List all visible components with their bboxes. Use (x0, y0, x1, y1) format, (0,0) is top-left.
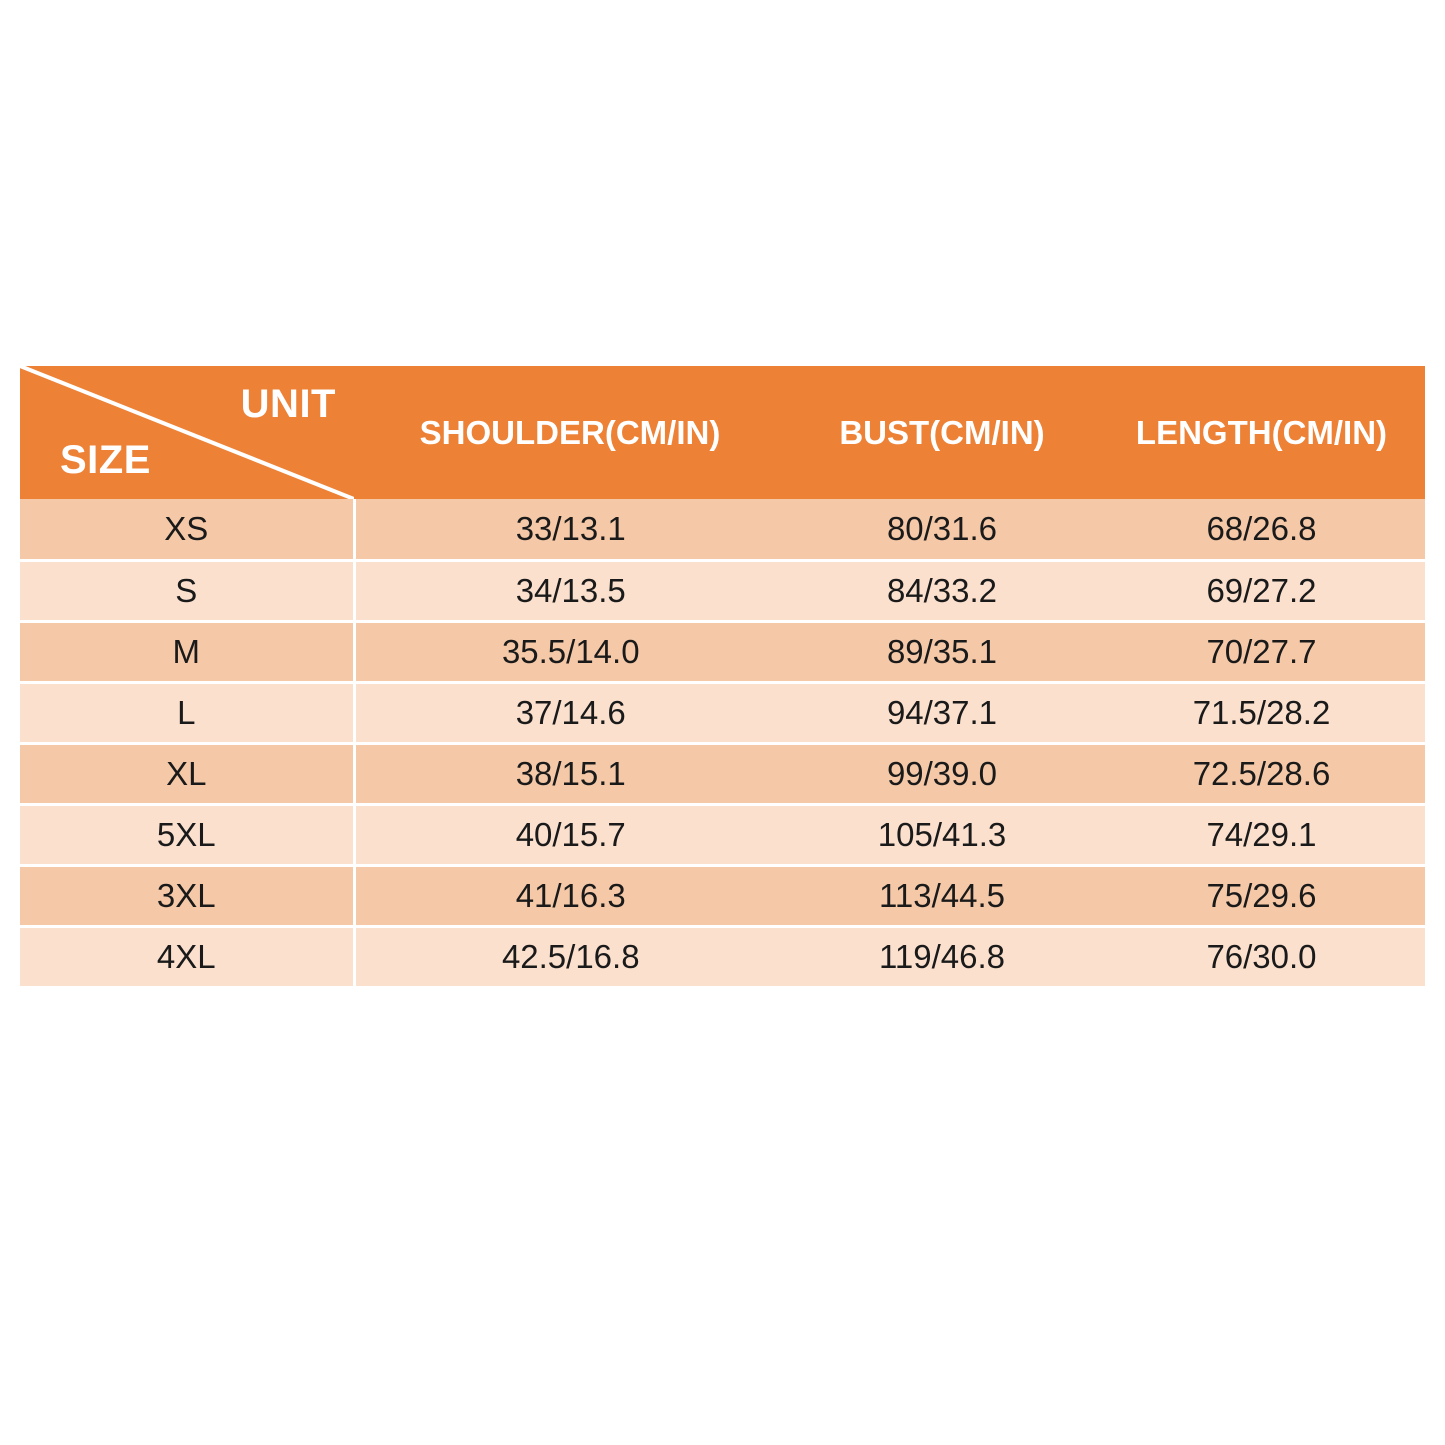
cell-shoulder: 42.5/16.8 (354, 926, 786, 987)
cell-length: 76/30.0 (1098, 926, 1425, 987)
table-body (20, 499, 1425, 987)
cell-length: 75/29.6 (1098, 865, 1425, 926)
header-length: LENGTH(CM/IN) (1098, 366, 1425, 499)
size-chart-table (20, 366, 1425, 989)
table-header (20, 366, 1425, 499)
cell-length: 74/29.1 (1098, 804, 1425, 865)
table-row (20, 682, 1425, 743)
table-row (20, 621, 1425, 682)
cell-size: 5XL (20, 804, 354, 865)
table-row (20, 865, 1425, 926)
cell-size: M (20, 621, 354, 682)
cell-shoulder: 37/14.6 (354, 682, 786, 743)
cell-length: 68/26.8 (1098, 499, 1425, 560)
cell-size: 3XL (20, 865, 354, 926)
cell-bust: 105/41.3 (786, 804, 1098, 865)
cell-shoulder: 41/16.3 (354, 865, 786, 926)
cell-size: L (20, 682, 354, 743)
cell-size: XS (20, 499, 354, 560)
cell-size: 4XL (20, 926, 354, 987)
header-corner-cell (20, 366, 354, 499)
cell-length: 69/27.2 (1098, 560, 1425, 621)
cell-length: 72.5/28.6 (1098, 743, 1425, 804)
cell-bust: 94/37.1 (786, 682, 1098, 743)
table-row (20, 804, 1425, 865)
cell-shoulder: 35.5/14.0 (354, 621, 786, 682)
cell-size: XL (20, 743, 354, 804)
header-size-label: SIZE (60, 438, 151, 482)
header-shoulder: SHOULDER(CM/IN) (354, 366, 786, 499)
table-row (20, 499, 1425, 560)
header-unit-label: UNIT (240, 382, 336, 426)
cell-length: 71.5/28.2 (1098, 682, 1425, 743)
cell-bust: 84/33.2 (786, 560, 1098, 621)
header-bust: BUST(CM/IN) (786, 366, 1098, 499)
cell-length: 70/27.7 (1098, 621, 1425, 682)
cell-size: S (20, 560, 354, 621)
table-header-row (20, 366, 1425, 499)
cell-shoulder: 40/15.7 (354, 804, 786, 865)
cell-shoulder: 38/15.1 (354, 743, 786, 804)
cell-bust: 119/46.8 (786, 926, 1098, 987)
table-row (20, 926, 1425, 987)
cell-bust: 113/44.5 (786, 865, 1098, 926)
cell-shoulder: 34/13.5 (354, 560, 786, 621)
table-row (20, 560, 1425, 621)
cell-shoulder: 33/13.1 (354, 499, 786, 560)
cell-bust: 80/31.6 (786, 499, 1098, 560)
table-row (20, 743, 1425, 804)
cell-bust: 89/35.1 (786, 621, 1098, 682)
cell-bust: 99/39.0 (786, 743, 1098, 804)
